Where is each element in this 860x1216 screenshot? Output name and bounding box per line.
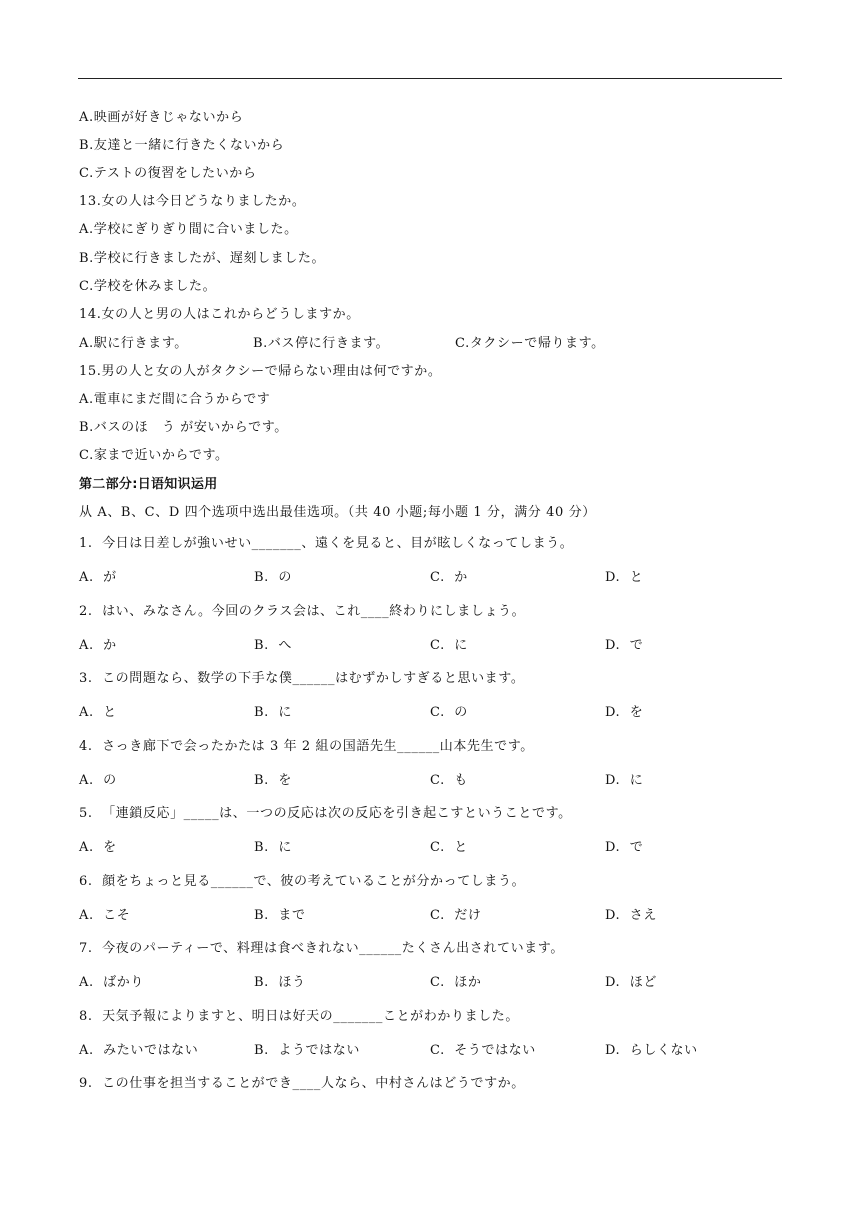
question-8-option-d: D. らしくない <box>605 1043 698 1058</box>
question-7-option-d: D. ほど <box>605 975 657 990</box>
question-1-option-c: C. か <box>430 570 468 585</box>
q15-option-b: B.バスのほ う が安いからです。 <box>79 420 288 435</box>
q14-stem: 14.女の人と男の人はこれからどうしますか。 <box>79 307 360 322</box>
q13-stem: 13.女の人は今日どうなりましたか。 <box>79 194 306 209</box>
q13-option-b: B.学校に行きましたが、遅刻しました。 <box>79 251 326 266</box>
question-5-option-a: A. を <box>79 840 117 855</box>
question-2-option-b: B. へ <box>254 638 292 653</box>
question-4-option-b: B. を <box>254 773 292 788</box>
question-4-option-d: D. に <box>605 773 644 788</box>
q13-option-a: A.学校にぎりぎり間に合いました。 <box>79 222 298 237</box>
part2-title: 第二部分:日语知识运用 <box>79 477 218 492</box>
q15-option-a: A.電車にまだ間に合うからです <box>79 392 271 407</box>
question-7-stem: 7. 今夜のパーティーで、料理は食べきれない______たくさん出されています。 <box>79 941 564 956</box>
question-3-stem: 3. この問題なら、数学の下手な僕______はむずかしすぎると思います。 <box>79 671 525 686</box>
question-4-option-a: A. の <box>79 773 117 788</box>
question-1-option-a: A. が <box>79 570 117 585</box>
question-3-option-b: B. に <box>254 705 292 720</box>
header-rule <box>78 78 782 79</box>
question-5-option-d: D. で <box>605 840 644 855</box>
q14-option-b: B.バス停に行きます。 <box>253 336 390 351</box>
part2-instructions: 从 A、B、C、D 四个选项中选出最佳选项。（共 40 小题;每小题 1 分，满分 40 分） <box>79 505 596 520</box>
question-1-option-b: B. の <box>254 570 292 585</box>
question-6-option-b: B. まで <box>254 908 306 923</box>
question-1-option-d: D. と <box>605 570 644 585</box>
question-6-stem: 6. 顔をちょっと見る______で、彼の考えていることが分かってしまう。 <box>79 874 526 889</box>
question-7-option-a: A. ばかり <box>79 975 144 990</box>
question-8-stem: 8. 天気予報によりますと、明日は好天の_______ことがわかりました。 <box>79 1009 519 1024</box>
question-2-option-a: A. か <box>79 638 117 653</box>
question-8-option-b: B. ようではない <box>254 1043 360 1058</box>
question-6-option-a: A. こそ <box>79 908 131 923</box>
question-8-option-c: C. そうではない <box>430 1043 536 1058</box>
q12-option-b: B.友達と一緒に行きたくないから <box>79 138 285 153</box>
question-7-option-b: B. ほう <box>254 975 306 990</box>
question-1-stem: 1. 今日は日差しが強いせい_______、遠くを見ると、目が眩しくなってしまう。 <box>79 536 574 551</box>
question-3-option-c: C. の <box>430 705 468 720</box>
q14-option-a: A.駅に行きます。 <box>79 336 188 351</box>
question-2-option-d: D. で <box>605 638 644 653</box>
question-8-option-a: A. みたいではない <box>79 1043 199 1058</box>
question-6-option-c: C. だけ <box>430 908 482 923</box>
question-4-stem: 4. さっき廊下で会ったかたは 3 年 2 組の国語先生______山本先生です。 <box>79 739 534 754</box>
question-2-option-c: C. に <box>430 638 468 653</box>
question-5-option-c: C. と <box>430 840 468 855</box>
question-3-option-a: A. と <box>79 705 117 720</box>
question-5-stem: 5. 「連鎖反応」_____は、一つの反応は次の反応を引き起こすということです。 <box>79 806 572 821</box>
q12-option-a: A.映画が好きじゃないから <box>79 110 244 125</box>
q15-option-c: C.家まで近いからです。 <box>79 448 229 463</box>
q12-option-c: C.テストの復習をしたいから <box>79 166 257 181</box>
question-4-option-c: C. も <box>430 773 468 788</box>
q15-stem: 15.男の人と女の人がタクシーで帰らない理由は何ですか。 <box>79 364 442 379</box>
question-3-option-d: D. を <box>605 705 644 720</box>
question-5-option-b: B. に <box>254 840 292 855</box>
question-7-option-c: C. ほか <box>430 975 482 990</box>
q14-option-c: C.タクシーで帰ります。 <box>455 336 605 351</box>
question-6-option-d: D. さえ <box>605 908 657 923</box>
q13-option-c: C.学校を休みました。 <box>79 279 217 294</box>
question-2-stem: 2. はい、みなさん。今回のクラス会は、これ____終わりにしましょう。 <box>79 604 526 619</box>
question-9-stem: 9. この仕事を担当することができ____人なら、中村さんはどうですか。 <box>79 1076 525 1091</box>
